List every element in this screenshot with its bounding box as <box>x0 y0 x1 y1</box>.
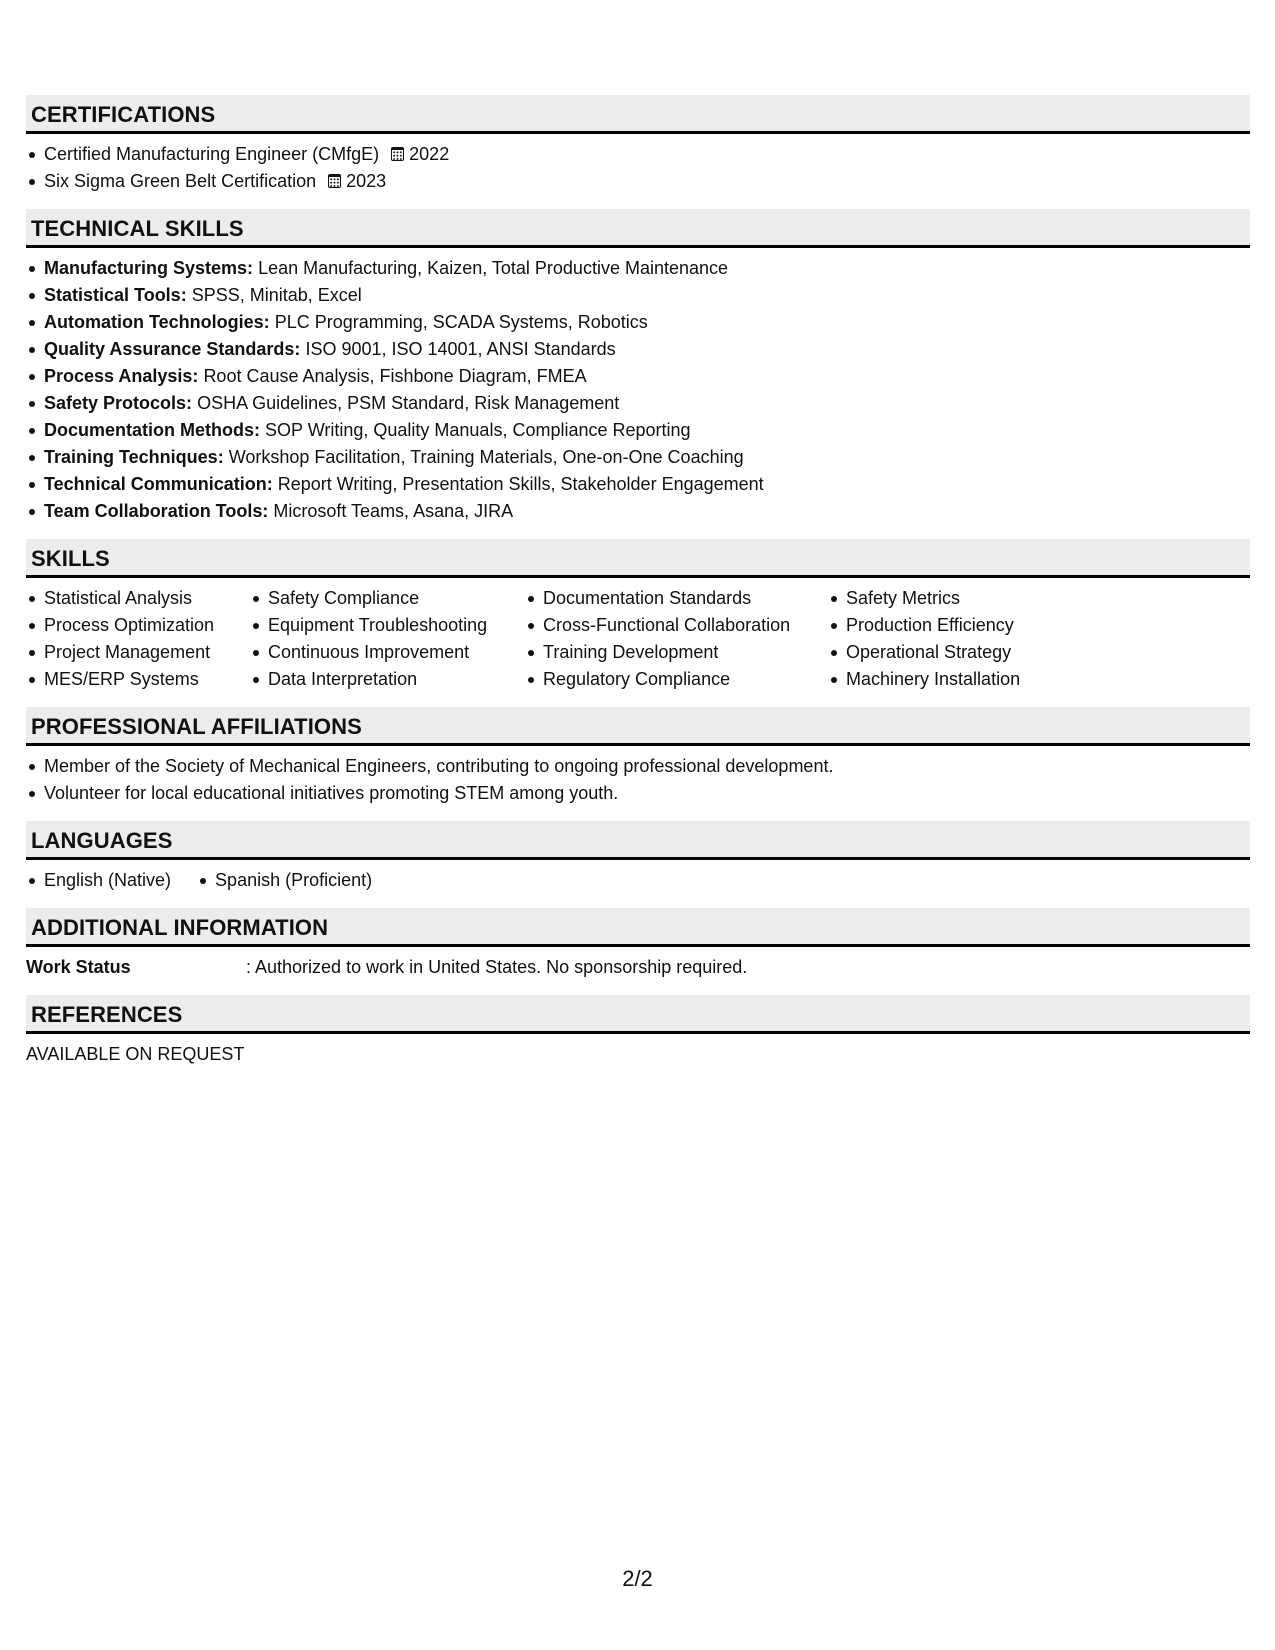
skill-item: Machinery Installation <box>846 666 1106 693</box>
skills-section <box>26 578 1250 693</box>
technical-skill-label: Documentation Methods: <box>44 420 260 440</box>
technical-skills-list <box>26 255 1250 525</box>
affiliations-list <box>26 753 1250 807</box>
technical-skill-item <box>44 309 1250 336</box>
additional-info-heading: ADDITIONAL INFORMATION <box>26 908 1250 947</box>
additional-info-section <box>26 947 1250 981</box>
languages-heading: LANGUAGES <box>26 821 1250 860</box>
certifications-section <box>26 134 1250 195</box>
languages-list <box>26 867 398 894</box>
certification-item <box>44 168 1250 195</box>
page-number: 2/2 <box>622 1566 653 1591</box>
skill-item: Safety Metrics <box>846 585 1106 612</box>
technical-skills-section <box>26 248 1250 525</box>
skill-item: Process Optimization <box>44 612 250 639</box>
technical-skill-item <box>44 363 1250 390</box>
certification-year: 2023 <box>346 171 387 191</box>
technical-skill-label: Safety Protocols: <box>44 393 193 413</box>
work-status-value: : Authorized to work in United States. No sponsorship required. <box>246 957 748 977</box>
references-heading: REFERENCES <box>26 995 1250 1034</box>
technical-skill-label: Training Techniques: <box>44 447 224 467</box>
skill-item: Cross-Functional Collaboration <box>543 612 828 639</box>
skills-heading: SKILLS <box>26 539 1250 578</box>
technical-skill-value: Workshop Facilitation, Training Materials, One-on-One Coaching <box>228 447 744 467</box>
skill-item: Regulatory Compliance <box>543 666 828 693</box>
skills-column <box>828 585 1106 693</box>
affiliations-heading: PROFESSIONAL AFFILIATIONS <box>26 707 1250 746</box>
affiliation-item: Member of the Society of Mechanical Engineers, contributing to ongoing professional development. <box>44 753 1250 780</box>
technical-skill-item <box>44 471 1250 498</box>
skills-column <box>250 585 525 693</box>
skill-item: Production Efficiency <box>846 612 1106 639</box>
language-item: English (Native) <box>26 867 171 894</box>
technical-skill-label: Manufacturing Systems: <box>44 258 254 278</box>
affiliation-item: Volunteer for local educational initiatives promoting STEM among youth. <box>44 780 1250 807</box>
skill-item: Project Management <box>44 639 250 666</box>
affiliations-section <box>26 746 1250 807</box>
references-section <box>26 1034 1250 1068</box>
skill-item: Training Development <box>543 639 828 666</box>
technical-skill-item <box>44 255 1250 282</box>
technical-skills-heading: TECHNICAL SKILLS <box>26 209 1250 248</box>
technical-skill-label: Technical Communication: <box>44 474 273 494</box>
certification-name: Certified Manufacturing Engineer (CMfgE) <box>44 144 380 164</box>
calendar-icon <box>328 174 341 188</box>
skill-item: Operational Strategy <box>846 639 1106 666</box>
skill-item: Continuous Improvement <box>268 639 525 666</box>
technical-skill-item <box>44 498 1250 525</box>
technical-skill-value: SOP Writing, Quality Manuals, Compliance Reporting <box>265 420 691 440</box>
technical-skill-value: OSHA Guidelines, PSM Standard, Risk Management <box>197 393 620 413</box>
technical-skill-value: PLC Programming, SCADA Systems, Robotics <box>274 312 648 332</box>
certifications-heading: CERTIFICATIONS <box>26 95 1250 134</box>
work-status-row <box>26 954 1250 981</box>
technical-skill-item <box>44 390 1250 417</box>
languages-section <box>26 860 1250 894</box>
skill-item: Equipment Troubleshooting <box>268 612 525 639</box>
certifications-list <box>26 141 1250 195</box>
skill-item: Statistical Analysis <box>44 585 250 612</box>
resume-content <box>26 95 1250 1082</box>
technical-skill-value: Lean Manufacturing, Kaizen, Total Productive Maintenance <box>258 258 729 278</box>
technical-skill-label: Team Collaboration Tools: <box>44 501 269 521</box>
calendar-icon <box>391 147 404 161</box>
technical-skill-value: SPSS, Minitab, Excel <box>191 285 362 305</box>
references-text: AVAILABLE ON REQUEST <box>26 1044 245 1064</box>
technical-skill-label: Quality Assurance Standards: <box>44 339 301 359</box>
skills-grid <box>26 585 1250 693</box>
certification-name: Six Sigma Green Belt Certification <box>44 171 317 191</box>
language-item: Spanish (Proficient) <box>197 867 372 894</box>
skill-item: MES/ERP Systems <box>44 666 250 693</box>
skill-item: Safety Compliance <box>268 585 525 612</box>
skills-column <box>525 585 828 693</box>
technical-skill-item <box>44 336 1250 363</box>
technical-skill-label: Automation Technologies: <box>44 312 270 332</box>
technical-skill-value: Microsoft Teams, Asana, JIRA <box>273 501 514 521</box>
skill-item: Data Interpretation <box>268 666 525 693</box>
skill-item: Documentation Standards <box>543 585 828 612</box>
certification-year: 2022 <box>409 144 450 164</box>
certification-item <box>44 141 1250 168</box>
technical-skill-label: Statistical Tools: <box>44 285 187 305</box>
technical-skill-item <box>44 282 1250 309</box>
technical-skill-item <box>44 417 1250 444</box>
technical-skill-value: ISO 9001, ISO 14001, ANSI Standards <box>305 339 616 359</box>
technical-skill-label: Process Analysis: <box>44 366 199 386</box>
technical-skill-value: Report Writing, Presentation Skills, Stakeholder Engagement <box>277 474 764 494</box>
work-status-label: Work Status <box>26 957 131 977</box>
skills-column <box>26 585 250 693</box>
technical-skill-value: Root Cause Analysis, Fishbone Diagram, FMEA <box>203 366 587 386</box>
technical-skill-item <box>44 444 1250 471</box>
